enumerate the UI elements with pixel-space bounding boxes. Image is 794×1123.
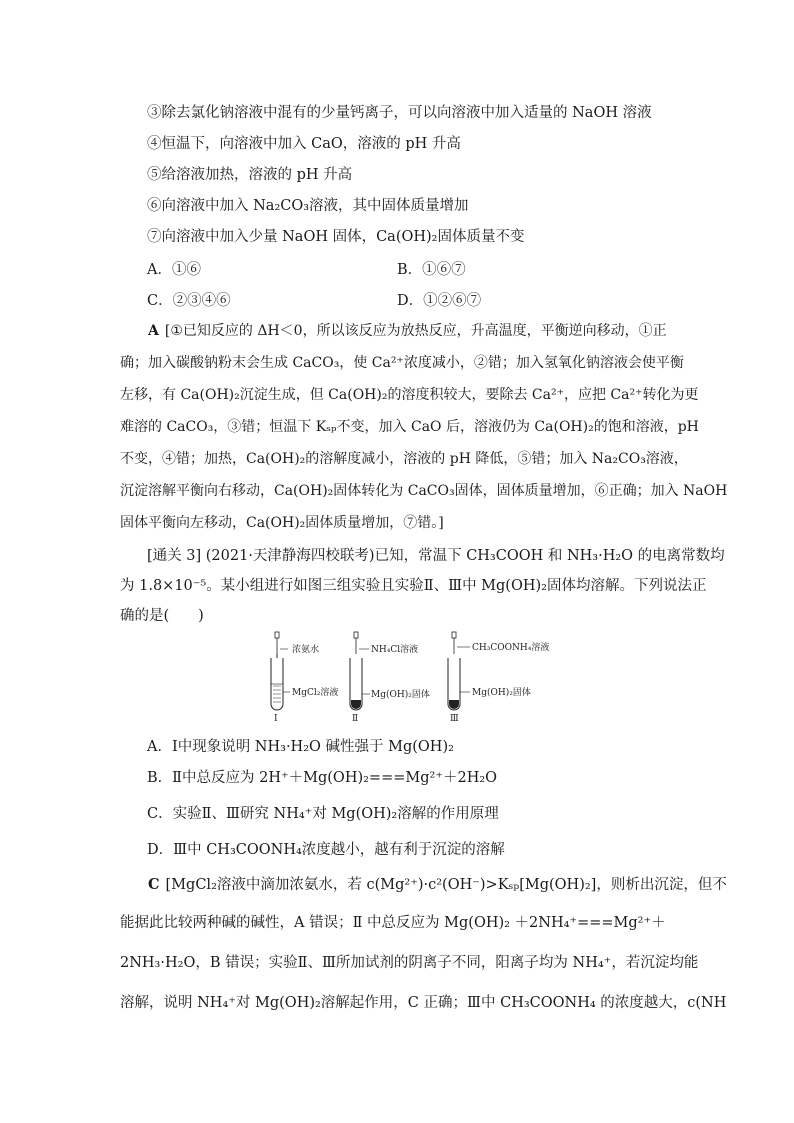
tube-3 xyxy=(448,632,470,710)
statement-7: ⑦向溶液中加入少量 NaOH 固体，Ca(OH)₂固体质量不变 xyxy=(147,229,525,245)
question-3-line-3: 确的是( ) xyxy=(120,608,204,624)
analysis-2-line-3: 2NH₃·H₂O，B 错误；实验Ⅱ、Ⅲ所加试剂的阴离子不同，阳离子均为 NH₄⁺，若沉淀均能 xyxy=(120,955,699,971)
statement-4: ④恒温下，向溶液中加入 CaO，溶液的 pH 升高 xyxy=(147,136,461,152)
tube-1-numeral: Ⅰ xyxy=(274,714,278,722)
analysis-1-line-4: 难溶的 CaCO₃，③错；恒温下 Kₛₚ不变，加入 CaO 后，溶液仍为 Ca(OH)₂的饱和溶液，pH xyxy=(120,419,699,435)
experiment-figure xyxy=(262,630,552,722)
tube-1-reagent-label: 浓氨水 xyxy=(292,645,320,655)
tube-2-content-label: Mg(OH)₂固体 xyxy=(371,690,430,700)
analysis-1-line-6: 沉淀溶解平衡向右移动，Ca(OH)₂固体转化为 CaCO₃固体，固体质量增加，⑥正确；加入 NaOH xyxy=(120,483,728,499)
analysis-2-line-2: 能据此比较两种碱的碱性，A 错误；Ⅱ 中总反应为 Mg(OH)₂ ＋2NH₄⁺===Mg²⁺＋ xyxy=(120,915,666,931)
q3-option-c: C．实验Ⅱ、Ⅲ研究 NH₄⁺对 Mg(OH)₂溶解的作用原理 xyxy=(147,806,499,822)
option-b: B．①⑥⑦ xyxy=(397,262,466,278)
q3-option-b: B．Ⅱ中总反应为 2H⁺＋Mg(OH)₂===Mg²⁺＋2H₂O xyxy=(147,770,498,786)
statement-3: ③除去氯化钠溶液中混有的少量钙离子，可以向溶液中加入适量的 NaOH 溶液 xyxy=(147,105,652,121)
statement-5: ⑤给溶液加热，溶液的 pH 升高 xyxy=(147,167,353,183)
option-a: A．①⑥ xyxy=(147,262,201,278)
analysis-1-line-2: 确；加入碳酸钠粉末会生成 CaCO₃，使 Ca²⁺浓度减小，②错；加入氢氧化钠溶液会使平衡 xyxy=(120,355,684,371)
option-c: C．②③④⑥ xyxy=(147,293,231,309)
analysis-1-line-7: 固体平衡向左移动，Ca(OH)₂固体质量增加，⑦错。] xyxy=(120,515,444,531)
q3-option-d: D．Ⅲ中 CH₃COONH₄浓度越小，越有利于沉淀的溶解 xyxy=(147,842,505,858)
option-d: D．①②⑥⑦ xyxy=(397,293,482,309)
tube-2-reagent-label: NH₄Cl溶液 xyxy=(371,645,419,655)
analysis-1-answer: A xyxy=(148,323,159,339)
tube-3-numeral: Ⅲ xyxy=(450,714,459,722)
tube-3-reagent-label: CH₃COONH₄溶液 xyxy=(472,643,550,653)
analysis-1-line-5: 不变，④错；加热，Ca(OH)₂的溶解度减小，溶液的 pH 降低，⑤错；加入 Na₂CO₃溶液， xyxy=(120,451,688,467)
q3-option-a: A．Ⅰ中现象说明 NH₃·H₂O 碱性强于 Mg(OH)₂ xyxy=(147,739,454,755)
question-3-line-2: 为 1.8×10⁻⁵。某小组进行如图三组实验且实验Ⅱ、Ⅲ中 Mg(OH)₂固体均溶解。下列说法正 xyxy=(120,578,707,594)
analysis-1-line-3: 左移，有 Ca(OH)₂沉淀生成，但 Ca(OH)₂的溶度积较大，要除去 Ca²⁺，应把 Ca²⁺转化为更 xyxy=(120,387,699,403)
analysis-1-line-1: A [①已知反应的 ΔH＜0，所以该反应为放热反应，升高温度，平衡逆向移动，①正 xyxy=(148,323,667,339)
analysis-2-line-1: C [MgCl₂溶液中滴加浓氨水，若 c(Mg²⁺)·c²(OH⁻)>Kₛₚ[Mg(OH)₂]，则析出沉淀，但不 xyxy=(148,876,727,893)
statement-6: ⑥向溶液中加入 Na₂CO₃溶液，其中固体质量增加 xyxy=(147,198,469,214)
tube-1 xyxy=(271,632,290,710)
analysis-2-answer: C xyxy=(148,876,160,893)
analysis-2-line-4: 溶解，说明 NH₄⁺对 Mg(OH)₂溶解起作用，C 正确；Ⅲ中 CH₃COONH₄ 的浓度越大，c(NH xyxy=(120,995,727,1011)
tube-2-numeral: Ⅱ xyxy=(352,714,359,722)
tube-1-content-label: MgCl₂溶液 xyxy=(292,688,339,698)
tube-3-content-label: Mg(OH)₂固体 xyxy=(472,688,531,698)
question-3-line-1: [通关 3] (2021·天津静海四校联考)已知，常温下 CH₃COOH 和 NH₃·H₂O 的电离常数均 xyxy=(147,548,725,564)
tube-2 xyxy=(350,632,370,710)
